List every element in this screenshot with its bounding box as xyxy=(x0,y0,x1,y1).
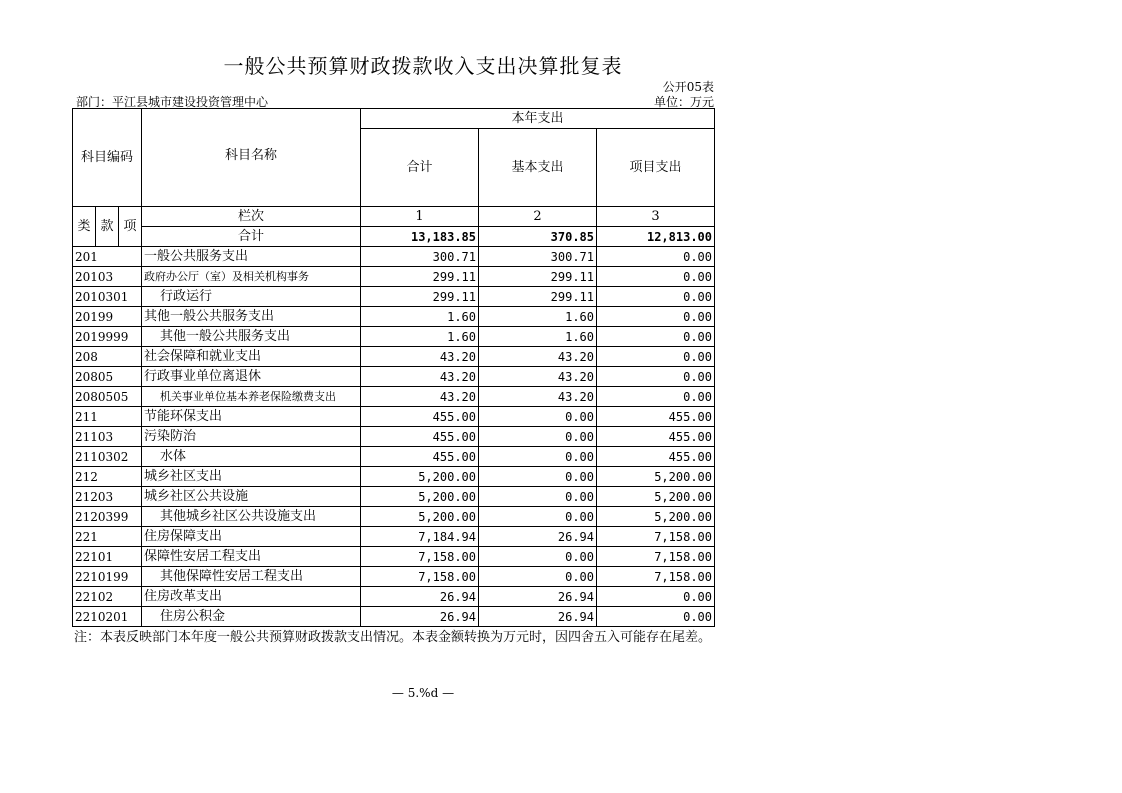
row-total: 299.11 xyxy=(361,267,479,287)
row-project: 5,200.00 xyxy=(597,487,715,507)
row-code: 21203 xyxy=(73,487,142,507)
col3-label: 3 xyxy=(597,207,715,227)
table-note: 注：本表反映部门本年度一般公共预算财政拨款支出情况。本表金额转换为万元时，因四舍五入可能存在尾差。 xyxy=(74,630,712,645)
row-total: 7,184.94 xyxy=(361,527,479,547)
row-total: 5,200.00 xyxy=(361,507,479,527)
page-number: — 5.%d — xyxy=(391,686,455,700)
row-code: 2080505 xyxy=(73,387,142,407)
table-row xyxy=(73,287,715,307)
row-code: 21103 xyxy=(73,427,142,447)
table-row xyxy=(73,407,715,427)
row-project: 5,200.00 xyxy=(597,467,715,487)
row-name: 节能环保支出 xyxy=(142,407,361,427)
row-project: 0.00 xyxy=(597,387,715,407)
total-row-project: 12,813.00 xyxy=(597,227,715,247)
table-row xyxy=(73,547,715,567)
column-order-label: 栏次 xyxy=(142,207,361,227)
row-project: 455.00 xyxy=(597,407,715,427)
table-row xyxy=(73,507,715,527)
row-basic: 1.60 xyxy=(479,307,597,327)
row-name: 住房改革支出 xyxy=(142,587,361,607)
total-row-basic: 370.85 xyxy=(479,227,597,247)
page-title: 一般公共预算财政拨款收入支出决算批复表 xyxy=(223,54,623,78)
table-row xyxy=(73,307,715,327)
row-code: 20805 xyxy=(73,367,142,387)
row-project: 7,158.00 xyxy=(597,547,715,567)
table-row xyxy=(73,327,715,347)
table-row xyxy=(73,247,715,267)
row-project: 0.00 xyxy=(597,307,715,327)
row-total: 455.00 xyxy=(361,427,479,447)
row-total: 455.00 xyxy=(361,407,479,427)
row-total: 1.60 xyxy=(361,327,479,347)
row-project: 0.00 xyxy=(597,287,715,307)
row-total: 26.94 xyxy=(361,587,479,607)
row-name: 行政事业单位离退休 xyxy=(142,367,361,387)
col2-label: 2 xyxy=(479,207,597,227)
subject-name-header: 科目名称 xyxy=(142,109,361,207)
project-header: 项目支出 xyxy=(597,129,715,207)
row-project: 455.00 xyxy=(597,447,715,467)
row-total: 7,158.00 xyxy=(361,547,479,567)
row-name: 机关事业单位基本养老保险缴费支出 xyxy=(142,387,361,407)
row-total: 5,200.00 xyxy=(361,467,479,487)
row-project: 0.00 xyxy=(597,587,715,607)
row-code: 2120399 xyxy=(73,507,142,527)
row-code: 22101 xyxy=(73,547,142,567)
row-total: 43.20 xyxy=(361,367,479,387)
row-code: 20103 xyxy=(73,267,142,287)
row-project: 0.00 xyxy=(597,267,715,287)
table-row xyxy=(73,447,715,467)
row-basic: 26.94 xyxy=(479,527,597,547)
table-row xyxy=(73,467,715,487)
row-name: 行政运行 xyxy=(142,287,361,307)
row-basic: 0.00 xyxy=(479,427,597,447)
row-name: 保障性安居工程支出 xyxy=(142,547,361,567)
row-name: 其他一般公共服务支出 xyxy=(142,307,361,327)
row-code: 20199 xyxy=(73,307,142,327)
lei-header: 类 xyxy=(73,207,96,247)
row-total: 1.60 xyxy=(361,307,479,327)
row-project: 0.00 xyxy=(597,347,715,367)
row-code: 2010301 xyxy=(73,287,142,307)
row-total: 26.94 xyxy=(361,607,479,627)
total-row-label: 合计 xyxy=(142,227,361,247)
row-code: 201 xyxy=(73,247,142,267)
row-name: 其他一般公共服务支出 xyxy=(142,327,361,347)
basic-header: 基本支出 xyxy=(479,129,597,207)
row-name: 住房保障支出 xyxy=(142,527,361,547)
row-basic: 26.94 xyxy=(479,607,597,627)
row-basic: 0.00 xyxy=(479,567,597,587)
row-name: 城乡社区支出 xyxy=(142,467,361,487)
row-basic: 0.00 xyxy=(479,407,597,427)
row-code: 212 xyxy=(73,467,142,487)
row-name: 城乡社区公共设施 xyxy=(142,487,361,507)
table-row xyxy=(73,427,715,447)
row-code: 22102 xyxy=(73,587,142,607)
row-project: 7,158.00 xyxy=(597,527,715,547)
row-basic: 0.00 xyxy=(479,547,597,567)
table-row xyxy=(73,367,715,387)
row-name: 一般公共服务支出 xyxy=(142,247,361,267)
row-name: 水体 xyxy=(142,447,361,467)
row-code: 211 xyxy=(73,407,142,427)
row-code: 2019999 xyxy=(73,327,142,347)
department-label: 部门：平江县城市建设投资管理中心 xyxy=(76,95,269,109)
table-row xyxy=(73,267,715,287)
row-total: 5,200.00 xyxy=(361,487,479,507)
unit-label: 单位：万元 xyxy=(653,95,714,109)
row-name: 其他保障性安居工程支出 xyxy=(142,567,361,587)
row-name: 其他城乡社区公共设施支出 xyxy=(142,507,361,527)
row-project: 455.00 xyxy=(597,427,715,447)
row-basic: 26.94 xyxy=(479,587,597,607)
xiang-header: 项 xyxy=(119,207,142,247)
row-code: 2110302 xyxy=(73,447,142,467)
row-basic: 0.00 xyxy=(479,447,597,467)
row-code: 208 xyxy=(73,347,142,367)
row-basic: 300.71 xyxy=(479,247,597,267)
row-total: 7,158.00 xyxy=(361,567,479,587)
row-total: 43.20 xyxy=(361,387,479,407)
total-row-total: 13,183.85 xyxy=(361,227,479,247)
row-basic: 43.20 xyxy=(479,347,597,367)
row-project: 7,158.00 xyxy=(597,567,715,587)
row-basic: 0.00 xyxy=(479,467,597,487)
form-number: 公开05表 xyxy=(662,80,714,94)
row-code: 221 xyxy=(73,527,142,547)
table-row xyxy=(73,347,715,367)
row-basic: 1.60 xyxy=(479,327,597,347)
table-row xyxy=(73,587,715,607)
row-total: 299.11 xyxy=(361,287,479,307)
table-row xyxy=(73,607,715,627)
table-row xyxy=(73,527,715,547)
total-header: 合计 xyxy=(361,129,479,207)
table-row xyxy=(73,487,715,507)
kuan-header: 款 xyxy=(96,207,119,247)
row-total: 43.20 xyxy=(361,347,479,367)
row-total: 300.71 xyxy=(361,247,479,267)
row-total: 455.00 xyxy=(361,447,479,467)
subject-code-header: 科目编码 xyxy=(73,109,142,207)
row-name: 住房公积金 xyxy=(142,607,361,627)
row-name: 社会保障和就业支出 xyxy=(142,347,361,367)
row-project: 5,200.00 xyxy=(597,507,715,527)
row-basic: 299.11 xyxy=(479,287,597,307)
row-project: 0.00 xyxy=(597,607,715,627)
row-project: 0.00 xyxy=(597,327,715,347)
current-year-header: 本年支出 xyxy=(361,109,715,129)
row-code: 2210201 xyxy=(73,607,142,627)
row-project: 0.00 xyxy=(597,247,715,267)
table-row xyxy=(73,567,715,587)
row-basic: 43.20 xyxy=(479,387,597,407)
row-code: 2210199 xyxy=(73,567,142,587)
row-basic: 43.20 xyxy=(479,367,597,387)
row-basic: 299.11 xyxy=(479,267,597,287)
row-basic: 0.00 xyxy=(479,507,597,527)
row-basic: 0.00 xyxy=(479,487,597,507)
row-project: 0.00 xyxy=(597,367,715,387)
table-row xyxy=(73,387,715,407)
row-name: 污染防治 xyxy=(142,427,361,447)
budget-table xyxy=(72,108,715,627)
col1-label: 1 xyxy=(361,207,479,227)
row-name: 政府办公厅（室）及相关机构事务 xyxy=(142,267,361,287)
